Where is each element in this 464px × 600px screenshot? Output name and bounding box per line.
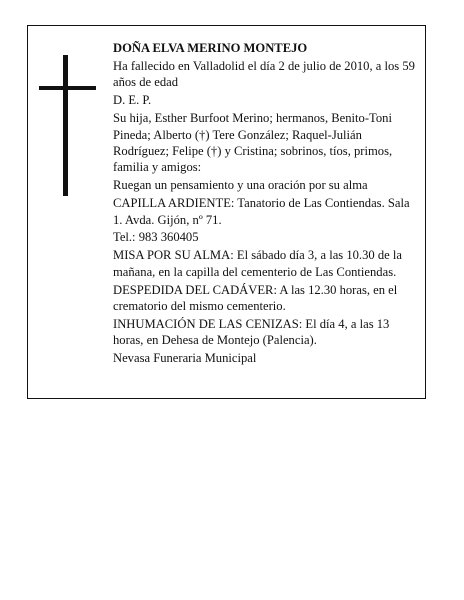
- farewell-info: DESPEDIDA DEL CADÁVER: A las 12.30 horas, en el crematorio del mismo cementerio.: [113, 282, 398, 314]
- prayer-request: Ruegan un pensamiento y una oración por su alma: [113, 178, 368, 193]
- death-info: Ha fallecido en Valladolid el día 2 de julio de 2010, a los 59 años de edad: [113, 58, 415, 90]
- rip-line: D. E. P.: [113, 93, 152, 108]
- phone-info: Tel.: 983 360405: [113, 230, 199, 245]
- obituary-text: [113, 40, 419, 368]
- chapel-info: CAPILLA ARDIENTE: Tanatorio de Las Contiendas. Sala 1. Avda. Gijón, nº 71.: [113, 196, 410, 227]
- cross-horizontal-bar: [39, 86, 96, 90]
- mass-info: MISA POR SU ALMA: El sábado día 3, a las 10.30 de la mañana, en la capilla del cementerio de Las Contiendas.: [113, 248, 402, 279]
- deceased-name: DOÑA ELVA MERINO MONTEJO: [113, 41, 308, 55]
- funeral-home: Nevasa Funeraria Municipal: [113, 351, 257, 366]
- family-list: Su hija, Esther Burfoot Merino; hermanos, Benito-Toni Pineda; Alberto (†) Tere González; Raquel-Julián Rodríguez; Felipe (†) y Cristina; sobrinos, tíos, primos, familia y amigos:: [113, 111, 393, 175]
- burial-info: INHUMACIÓN DE LAS CENIZAS: El día 4, a las 13 horas, en Dehesa de Montejo (Palencia).: [113, 317, 390, 348]
- cross-vertical-bar: [63, 55, 68, 196]
